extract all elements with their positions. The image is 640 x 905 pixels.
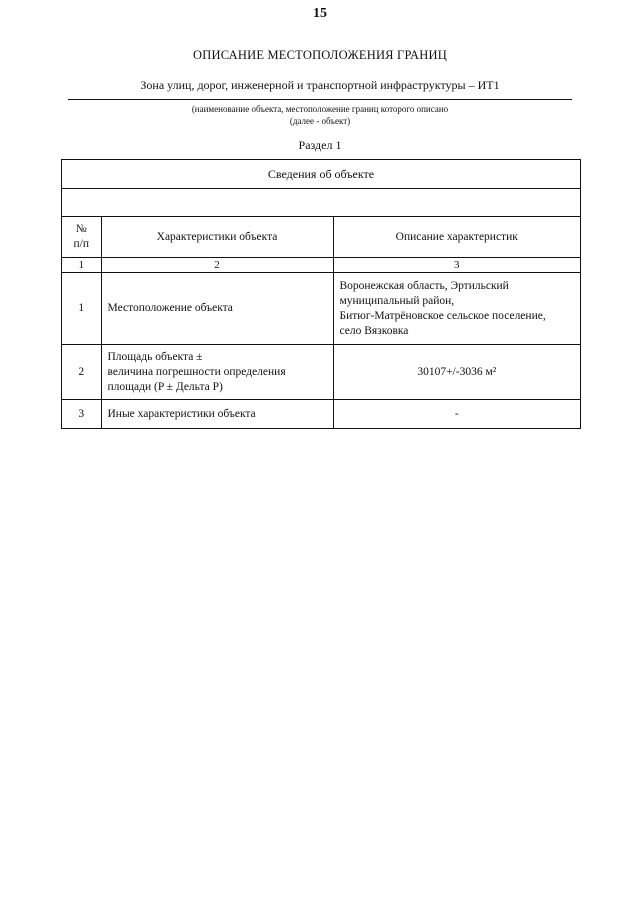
caption-line-1: (наименование объекта, местоположение границ которого описано	[191, 104, 449, 114]
row-number: 3	[62, 400, 101, 429]
header-number-line-2: п/п	[73, 238, 89, 250]
page-number: 15	[313, 6, 327, 21]
characteristic-line: Площадь объекта ±	[107, 350, 203, 363]
table-row	[62, 273, 580, 345]
section-heading: Раздел 1	[298, 138, 342, 152]
column-index: 1	[62, 258, 101, 273]
characteristic-line: величина погрешности определения	[107, 365, 286, 378]
header-number-line-1: №	[75, 223, 87, 235]
object-name: Зона улиц, дорог, инженерной и транспортной инфраструктуры – ИТ1	[140, 78, 500, 92]
description-line: село Вязковка	[339, 324, 409, 337]
row-description: 30107+/-3036 м²	[333, 345, 580, 400]
row-characteristic	[101, 345, 333, 400]
row-number: 1	[62, 273, 101, 345]
column-index: 3	[333, 258, 580, 273]
underline-rule	[68, 99, 572, 100]
table-row	[62, 400, 580, 429]
row-characteristic: Иные характеристики объекта	[101, 400, 333, 429]
header-number	[62, 217, 101, 258]
header-characteristics: Характеристики объекта	[101, 217, 333, 258]
row-characteristic: Местоположение объекта	[101, 273, 333, 345]
table-empty-row	[62, 189, 580, 217]
description-line: Битюг-Матрёновское сельское поселение,	[339, 309, 546, 322]
column-index-row	[62, 258, 580, 273]
characteristics-table	[62, 217, 580, 428]
table-header-row	[62, 217, 580, 258]
description-line: муниципальный район,	[339, 294, 455, 307]
document-title: ОПИСАНИЕ МЕСТОПОЛОЖЕНИЯ ГРАНИЦ	[193, 48, 447, 62]
description-line: Воронежская область, Эртильский	[339, 279, 509, 292]
object-info-table	[61, 159, 581, 429]
row-description: -	[454, 407, 459, 420]
column-index: 2	[101, 258, 333, 273]
object-name-caption	[0, 103, 640, 127]
header-description: Описание характеристик	[333, 217, 580, 258]
table-row	[62, 345, 580, 400]
table-caption: Сведения об объекте	[62, 160, 580, 189]
row-number: 2	[62, 345, 101, 400]
caption-line-2: (далее - объект)	[289, 116, 351, 126]
row-description	[333, 273, 580, 345]
characteristic-line: площади (P ± Дельта P)	[107, 380, 223, 393]
